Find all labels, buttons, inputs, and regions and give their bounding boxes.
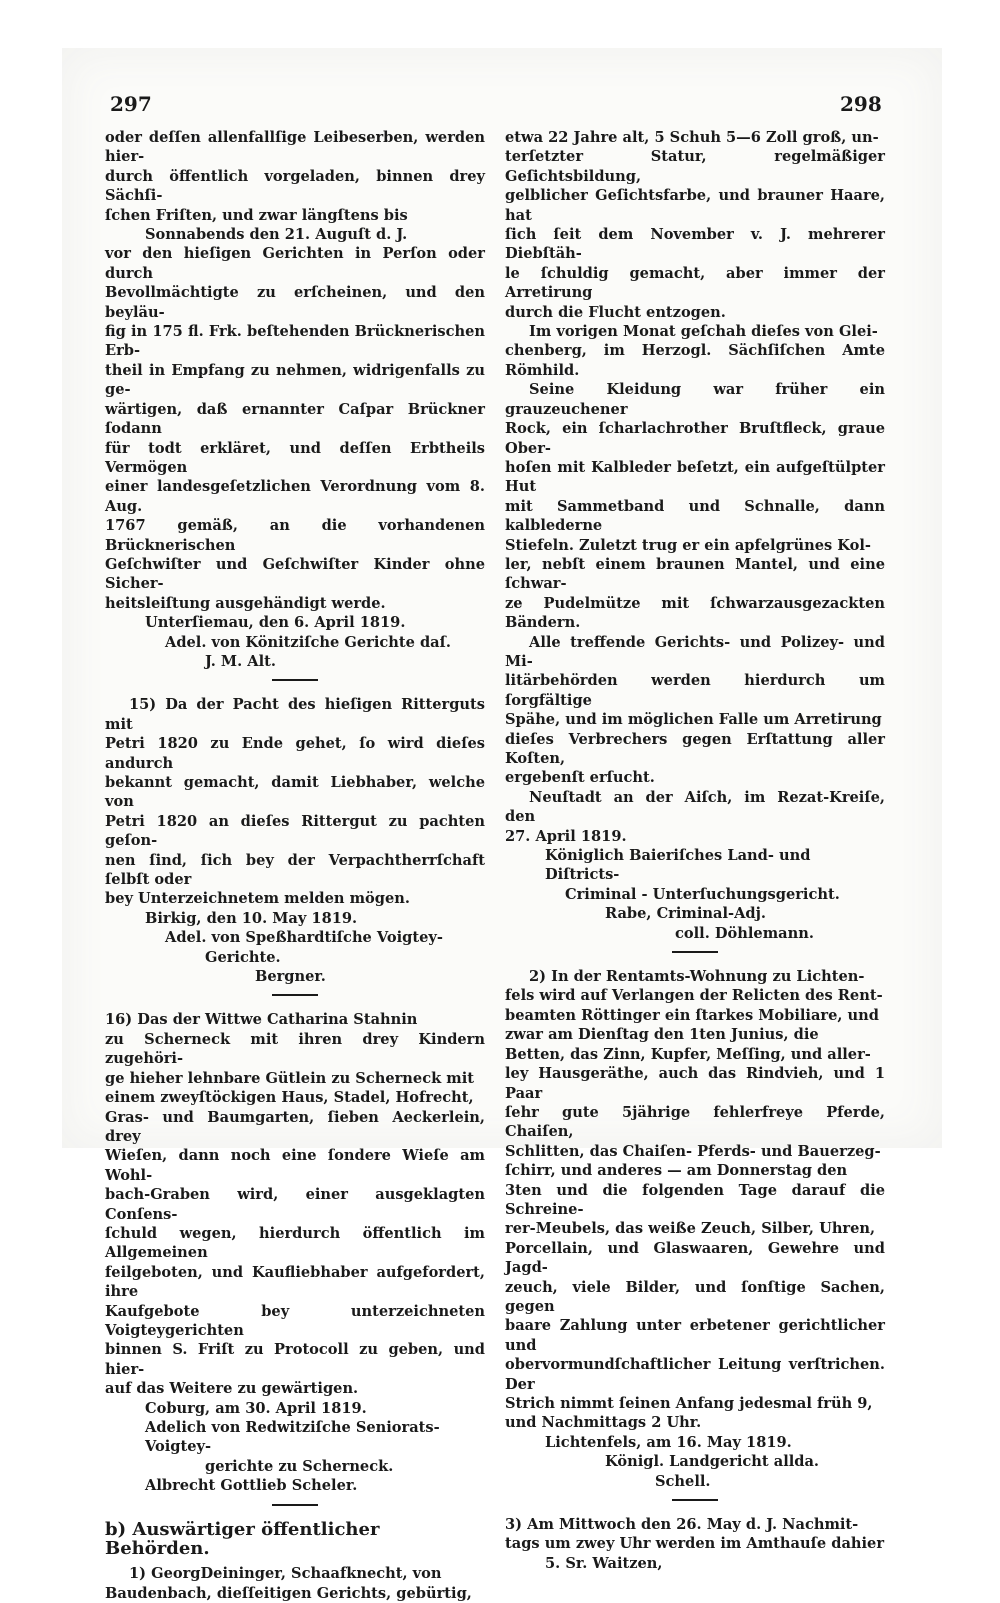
- text-line: tags um zwey Uhr werden im Amthauſe dahier: [505, 1535, 885, 1553]
- signature-authority: Königlich Baieriſches Land- und Diſtricts-: [545, 847, 811, 884]
- text-line: nen ſind, ſich bey der Verpachtherrſchaft ſelbſt oder: [105, 851, 485, 889]
- text-line: fels wird auf Verlangen der Relicten des Rent-: [505, 987, 883, 1005]
- section-heading: b) Auswärtiger öffentlicher Behörden.: [105, 1518, 380, 1560]
- notice-rittergut: [105, 695, 485, 986]
- text-line: binnen S. Friſt zu Protocoll zu geben, und hier-: [105, 1341, 485, 1378]
- text-line: Porcellain, und Glaswaaren, Gewehre und Jagd-: [505, 1239, 885, 1277]
- section-divider: [272, 994, 318, 996]
- page-number-right: 298: [840, 92, 882, 116]
- signature-name: J. M. Alt.: [205, 652, 276, 670]
- text-line: Petri 1820 zu Ende gehet, ſo wird dieſes andurch: [105, 735, 485, 772]
- text-line: dieſes Verbrechers gegen Erſtattung aller Koſten,: [505, 730, 885, 767]
- deadline-date: Sonnabends den 21. Auguſt d. J.: [145, 226, 408, 244]
- place-date: Neuſtadt an der Aiſch, im Rezat-Kreiſe, den: [505, 788, 885, 826]
- text-line: gelblicher Geſichtsfarbe, und brauner Haare, hat: [505, 187, 885, 224]
- text-line: 3ten und die folgenden Tage darauf die Schreine-: [505, 1181, 885, 1218]
- text-line: vor den hieſigen Gerichten in Perſon oder durch: [105, 245, 485, 282]
- notice-deininger: [105, 1564, 485, 1603]
- text-line: Schlitten, das Chaiſen- Pferds- und Bauerzeg-: [505, 1142, 881, 1160]
- text-line: etwa 22 Jahre alt, 5 Schuh 5—6 Zoll groß, un-: [505, 129, 879, 146]
- notice-brueckner: [105, 128, 485, 671]
- signature-authority: Adel. von Speßhardtiſche Voigtey-: [165, 929, 443, 947]
- text-line: baare Zahlung unter erbetener gerichtlicher und: [505, 1317, 885, 1354]
- signature-authority-cont: Criminal - Unterſuchungsgericht.: [565, 885, 840, 903]
- text-line: durch die Flucht entzogen.: [505, 303, 726, 321]
- text-line: ze Pudelmütze mit ſchwarzausgezackten Bändern.: [505, 594, 885, 632]
- text-line: 1767 gemäß, an die vorhandenen Brücknerischen: [105, 517, 485, 554]
- text-line: chenberg, im Herzogl. Sächſiſchen Amte Römhild.: [505, 342, 885, 379]
- signature-name: Rabe, Criminal-Adj.: [605, 905, 766, 923]
- notice-stahnin: [105, 1010, 485, 1495]
- text-line: wärtigen, daß ernannter Caſpar Brückner ſodann: [105, 400, 485, 438]
- text-line: rer-Meubels, das weiße Zeuch, Silber, Uhren,: [505, 1220, 876, 1238]
- text-line: Baudenbach, dieſſeitigen Gerichts, gebürtig,: [105, 1584, 472, 1602]
- text-line: Bevollmächtigte zu erſcheinen, und den beyläu-: [105, 284, 485, 321]
- text-line: Rock, ein ſcharlachrother Bruſtfleck, graue Ober-: [505, 420, 885, 457]
- text-line: und Nachmittags 2 Uhr.: [505, 1414, 702, 1432]
- text-line: 15) Da der Pacht des hieſigen Ritterguts mit: [105, 696, 485, 733]
- text-line: theil in Empfang zu nehmen, widrigenfalls zu ge-: [105, 361, 485, 399]
- text-line: mit Sammetband und Schnalle, dann kalblederne: [505, 497, 885, 535]
- text-line: Wieſen, dann noch eine ſondere Wieſe am Wohl-: [105, 1147, 485, 1184]
- text-line: zeuch, viele Bilder, und ſonſtige Sachen, gegen: [505, 1278, 885, 1315]
- text-line: Kaufgebote bey unterzeichneten Voigteygerichten: [105, 1302, 485, 1339]
- section-divider: [672, 951, 718, 953]
- section-divider: [272, 1504, 318, 1506]
- text-line: Im vorigen Monat geſchah dieſes von Glei-: [529, 323, 878, 341]
- text-line: terſetzter Statur, regelmäßiger Geſichtsbildung,: [505, 148, 885, 185]
- text-line: litärbehörden werden hierdurch um ſorgfältige: [505, 672, 885, 709]
- text-line: Strich nimmt ſeinen Anfang jedesmal früh 9,: [505, 1395, 873, 1412]
- section-divider: [272, 679, 318, 681]
- signature-authority-cont: gerichte zu Scherneck.: [205, 1457, 394, 1475]
- text-line: 2) In der Rentamts-Wohnung zu Lichten-: [529, 968, 865, 986]
- text-line: bey Unterzeichnetem melden mögen.: [105, 890, 410, 908]
- text-line: Betten, das Zinn, Kupfer, Meſſing, und aller-: [505, 1045, 871, 1063]
- text-line: hoſen mit Kalbleder beſetzt, ein aufgeſtülpter Hut: [505, 458, 885, 496]
- signature-authority: Adel. von Könitziſche Gerichte daſ.: [165, 633, 451, 651]
- notice-deininger-cont: [505, 128, 885, 943]
- text-line: durch öffentlich vorgeladen, binnen drey Sächſi-: [105, 167, 485, 205]
- place-date: Unterſiemau, den 6. April 1819.: [145, 614, 406, 632]
- signature-name: Bergner.: [255, 968, 326, 986]
- text-line: ſchirr, und anderes — am Donnerstag den: [505, 1162, 848, 1180]
- text-line: ſchuld wegen, hierdurch öffentlich im Allgemeinen: [105, 1224, 485, 1262]
- text-line: ergebenſt erſucht.: [505, 769, 655, 787]
- text-line: ſchen Friſten, und zwar längſtens bis: [105, 206, 408, 224]
- notice-waitzen: [505, 1515, 885, 1573]
- signature-authority-cont: Gerichte.: [205, 948, 281, 966]
- text-line: Spähe, und im möglichen Falle um Arretirung: [505, 711, 882, 729]
- text-line: ley Hausgeräthe, auch das Rindvieh, und 1 Paar: [505, 1065, 885, 1102]
- signature-authority: Königl. Landgericht allda.: [605, 1453, 820, 1471]
- page-number-left: 297: [110, 92, 152, 116]
- text-line: obervormundſchaftlicher Leitung verſtrichen. Der: [505, 1356, 885, 1393]
- place-date: Birkig, den 10. May 1819.: [145, 909, 358, 927]
- text-line: feilgeboten, und Kaufliebhaber aufgefordert, ihre: [105, 1263, 485, 1301]
- text-line: Stiefeln. Zuletzt trug er ein apfelgrünes Kol-: [505, 536, 871, 554]
- signature-name: Albrecht Gottlieb Scheler.: [145, 1477, 358, 1495]
- text-line: 16) Das der Wittwe Catharina Stahnin: [105, 1011, 418, 1029]
- text-line: für todt erkläret, und deſſen Erbtheils Vermögen: [105, 439, 485, 476]
- section-divider: [672, 1499, 718, 1501]
- text-line: Petri 1820 an dieſes Rittergut zu pachten geſon-: [105, 812, 485, 850]
- text-line: einer landesgeſetzlichen Verordnung vom 8. Aug.: [105, 478, 485, 515]
- text-line: ſehr gute 5jährige fehlerfreye Pferde, Chaiſen,: [505, 1103, 885, 1141]
- text-line: auf das Weitere zu gewärtigen.: [105, 1380, 359, 1398]
- text-line: Gras- und Baumgarten, ſieben Aeckerlein, drey: [105, 1108, 485, 1145]
- text-line: fig in 175 fl. Frk. beſtehenden Brücknerischen Erb-: [105, 323, 485, 360]
- place-date: Coburg, am 30. April 1819.: [145, 1399, 367, 1417]
- text-line: ler, nebſt einem braunen Mantel, und eine ſchwar-: [505, 555, 885, 593]
- text-line: zu Scherneck mit ihren drey Kindern zugehöri-: [105, 1030, 485, 1068]
- signature-authority: Adelich von Redwitziſche Seniorats-Voigtey-: [145, 1419, 440, 1456]
- text-line: ſich ſeit dem November v. J. mehrerer Diebſtäh-: [505, 226, 885, 263]
- text-line: beamten Röttinger ein ſtarkes Mobiliare, und: [505, 1006, 879, 1024]
- text-line: ge hieher lehnbare Gütlein zu Scherneck mit: [105, 1069, 475, 1087]
- place-date: 27. April 1819.: [505, 827, 627, 845]
- text-line: Alle treffende Gerichts- und Polizey- und Mi-: [505, 633, 885, 670]
- right-column: [505, 128, 885, 1573]
- text-line: bach-Graben wird, einer ausgeklagten Conſens-: [105, 1186, 485, 1223]
- text-line: einem zweyſtöckigen Haus, Stadel, Hofrecht,: [105, 1089, 474, 1107]
- text-line: le ſchuldig gemacht, aber immer der Arretirung: [505, 264, 885, 302]
- signature-name: coll. Döhlemann.: [675, 924, 814, 942]
- left-column: [105, 128, 485, 1603]
- notice-lichtenfels: [505, 967, 885, 1491]
- text-line: heitsleiſtung ausgehändigt werde.: [105, 594, 386, 612]
- text-line: zwar am Dienſtag den 1ten Junius, die: [505, 1026, 819, 1044]
- text-line: bekannt gemacht, damit Liebhaber, welche von: [105, 774, 485, 811]
- text-line: Seine Kleidung war früher ein grauzeuchener: [505, 381, 885, 418]
- text-line: oder deſſen allenfallſige Leibeserben, werden hier-: [105, 129, 485, 166]
- text-line: 5. Sr. Waitzen,: [545, 1554, 663, 1572]
- place-date: Lichtenfels, am 16. May 1819.: [545, 1433, 792, 1451]
- text-line: Geſchwiſter und Geſchwiſter Kinder ohne Sicher-: [105, 555, 485, 593]
- signature-name: Schell.: [655, 1472, 711, 1490]
- text-line: 3) Am Mittwoch den 26. May d. J. Nachmit-: [505, 1516, 859, 1534]
- text-line: 1) GeorgDeininger, Schaafknecht, von: [129, 1565, 442, 1583]
